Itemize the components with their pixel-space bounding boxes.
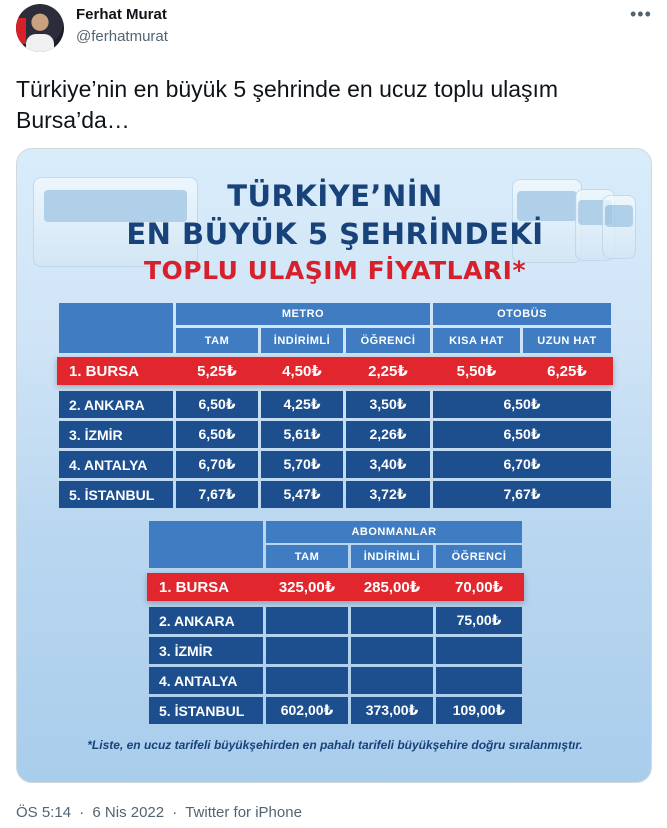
table2-row-city: 1. BURSA <box>149 573 263 601</box>
table1-group-bus: OTOBÜS <box>433 303 611 325</box>
table2-cell-tam <box>266 667 348 694</box>
table1-row-city: 2. ANKARA <box>59 391 173 418</box>
table1-row-city: 1. BURSA <box>59 357 173 385</box>
tweet-text-line-2: Bursa’da… <box>16 107 130 133</box>
table1-cell-indirimli: 5,47₺ <box>261 481 343 508</box>
table1-cell-indirimli: 4,50₺ <box>261 357 343 385</box>
table1-row-city: 3. İZMİR <box>59 421 173 448</box>
author-name[interactable]: Ferhat Murat <box>76 6 167 23</box>
infographic-title-line-3: TOPLU ULAŞIM FİYATLARI* <box>143 256 527 285</box>
table1-col-ogrenci: ÖĞRENCİ <box>346 328 430 353</box>
table1-cell-indirimli: 5,70₺ <box>261 451 343 478</box>
table2-cell-tam <box>266 637 348 664</box>
table2-row-city: 3. İZMİR <box>149 637 263 664</box>
table1-cell-bus: 6,70₺ <box>433 451 611 478</box>
table1-cell-tam: 6,50₺ <box>176 391 258 418</box>
table1-cell-bus: 6,50₺ <box>433 391 611 418</box>
table1-corner <box>59 303 173 353</box>
table2-cell-indirimli <box>351 637 433 664</box>
table1-cell-tam: 6,50₺ <box>176 421 258 448</box>
table2-col-indirimli: İNDİRİMLİ <box>351 545 433 568</box>
table2-cell-tam: 325,00₺ <box>266 573 348 601</box>
table1-cell-tam: 5,25₺ <box>176 357 258 385</box>
table1-col-uzun-hat: UZUN HAT <box>523 328 611 353</box>
table2-row-city: 5. İSTANBUL <box>149 697 263 724</box>
table1-col-indirimli: İNDİRİMLİ <box>261 328 343 353</box>
tweet-meta <box>16 804 306 821</box>
shirt-shape <box>26 34 54 52</box>
table2-corner <box>149 521 263 568</box>
more-dots-icon[interactable]: ••• <box>630 4 652 24</box>
table1-cell-ogrenci: 2,26₺ <box>346 421 430 448</box>
infographic-title-line-2: EN BÜYÜK 5 ŞEHRİNDEKİ <box>126 217 544 251</box>
table2-cell-indirimli <box>351 667 433 694</box>
tweet-text-line-1: Türkiye’nin en büyük 5 şehrinde en ucuz toplu ulaşım <box>16 76 559 102</box>
meta-separator: · <box>79 804 85 821</box>
table1-cell-uzun-hat: 6,25₺ <box>523 357 611 385</box>
table1-cell-tam: 7,67₺ <box>176 481 258 508</box>
infographic-title-line-1: TÜRKİYE’NİN <box>227 179 443 213</box>
tweet-text <box>16 74 636 136</box>
tweet-source[interactable]: Twitter for iPhone <box>185 804 302 821</box>
table1-cell-bus: 7,67₺ <box>433 481 611 508</box>
author-handle[interactable]: @ferhatmurat <box>76 28 168 45</box>
table1-cell-bus: 6,50₺ <box>433 421 611 448</box>
avatar[interactable] <box>16 4 64 52</box>
table1-cell-ogrenci: 3,50₺ <box>346 391 430 418</box>
table1-cell-ogrenci: 3,72₺ <box>346 481 430 508</box>
table2-cell-tam: 602,00₺ <box>266 697 348 724</box>
table1-cell-indirimli: 5,61₺ <box>261 421 343 448</box>
table1-row-city: 4. ANTALYA <box>59 451 173 478</box>
table2-cell-indirimli: 373,00₺ <box>351 697 433 724</box>
table1-cell-kisa-hat: 5,50₺ <box>433 357 520 385</box>
table1-cell-indirimli: 4,25₺ <box>261 391 343 418</box>
table2-cell-ogrenci: 75,00₺ <box>436 607 522 634</box>
table2-cell-ogrenci: 109,00₺ <box>436 697 522 724</box>
table2-cell-tam <box>266 607 348 634</box>
table2-row-city: 2. ANKARA <box>149 607 263 634</box>
table2-cell-ogrenci <box>436 637 522 664</box>
table1-cell-ogrenci: 3,40₺ <box>346 451 430 478</box>
table2-group-abonmanlar: ABONMANLAR <box>266 521 522 543</box>
table1-col-tam: TAM <box>176 328 258 353</box>
tweet-image[interactable] <box>16 148 652 783</box>
tweet-time[interactable]: ÖS 5:14 <box>16 804 72 821</box>
table1-row-city: 5. İSTANBUL <box>59 481 173 508</box>
table2-cell-indirimli <box>351 607 433 634</box>
table2-row-city: 4. ANTALYA <box>149 667 263 694</box>
tweet-date[interactable]: 6 Nis 2022 <box>92 804 165 821</box>
table2-cell-ogrenci: 70,00₺ <box>436 573 522 601</box>
meta-separator: · <box>172 804 178 821</box>
table2-col-ogrenci: ÖĞRENCİ <box>436 545 522 568</box>
table1-cell-tam: 6,70₺ <box>176 451 258 478</box>
table1-group-metro: METRO <box>176 303 430 325</box>
table1-col-kisa-hat: KISA HAT <box>433 328 520 353</box>
table2-cell-indirimli: 285,00₺ <box>351 573 433 601</box>
infographic-footnote: *Liste, en ucuz tarifeli büyükşehirden en pahalı tarifeli büyükşehire doğru sıralanmıştır. <box>87 738 583 752</box>
table1-cell-ogrenci: 2,25₺ <box>346 357 430 385</box>
table2-cell-ogrenci <box>436 667 522 694</box>
flag-shape <box>16 18 26 44</box>
table2-col-tam: TAM <box>266 545 348 568</box>
